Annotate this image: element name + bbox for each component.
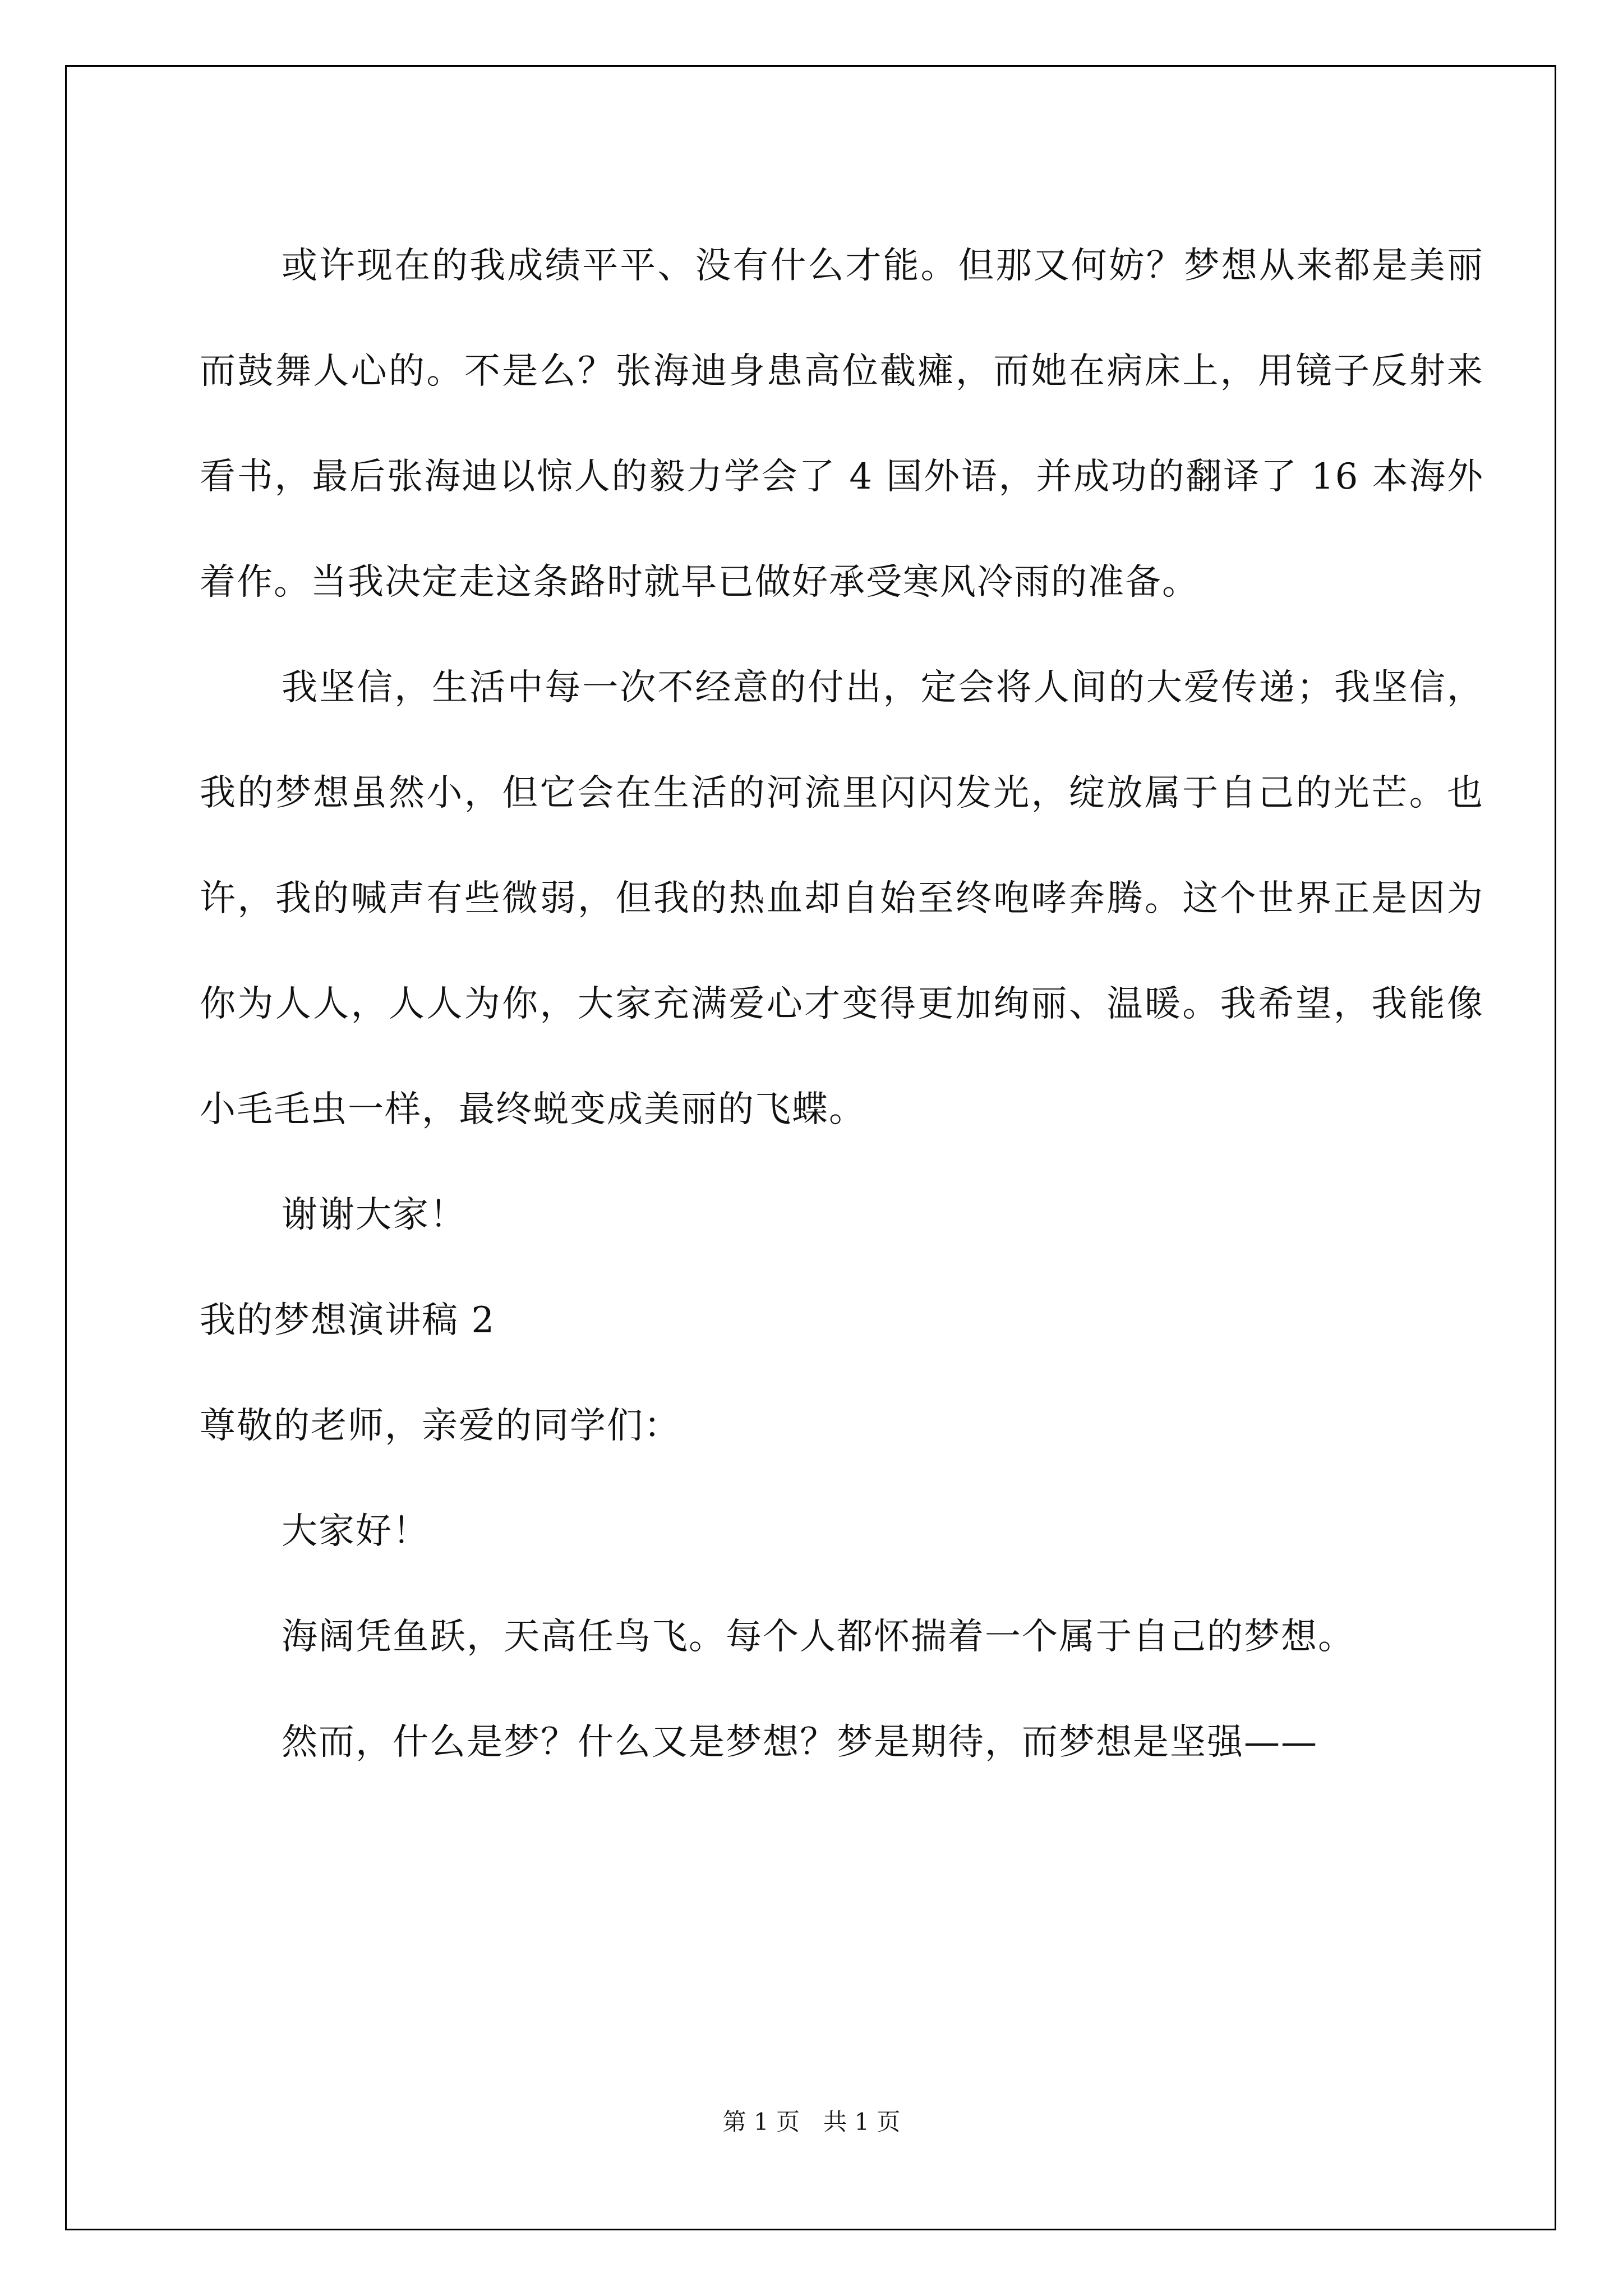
paragraph-4: 然而，什么是梦？什么又是梦想？梦是期待，而梦想是坚强—— — [282, 1722, 1318, 1763]
paragraph-2: 我坚信，生活中每一次不经意的付出，定会将人间的大爱传递；我坚信，我的梦想虽然小，但它会在生活的河流里闪闪发光，绽放属于自己的光芒。也许，我的喊声有些微弱，但我的热血却自始至终咆哮奔腾。这个世界正是因为你为人人，人人为你，大家充满爱心才变得更加绚丽、温暖。我希望，我能像小毛毛虫一样，最终蜕变成美丽的飞蝶。 — [200, 667, 1484, 1130]
salutation: 尊敬的老师，亲爱的同学们： — [200, 1405, 681, 1447]
section-title: 我的梦想演讲稿 2 — [200, 1300, 496, 1341]
document-body — [200, 213, 1484, 1795]
paragraph-3: 海阔凭鱼跃，天高任鸟飞。每个人都怀揣着一个属于自己的梦想。 — [282, 1616, 1355, 1658]
greeting: 大家好！ — [282, 1511, 430, 1552]
paragraph-thanks: 谢谢大家！ — [282, 1194, 467, 1236]
paragraph-1: 或许现在的我成绩平平、没有什么才能。但那又何妨？梦想从来都是美丽而鼓舞人心的。不是么？张海迪身患高位截瘫，而她在病床上，用镜子反射来看书，最后张海迪以惊人的毅力学会了 4 国外语，并成功的翻译了 16 本海外着作。当我决定走这条路时就早已做好承受寒风冷雨的准备。 — [200, 245, 1484, 603]
page-footer: 第 1 页 共 1 页 — [722, 2108, 901, 2136]
